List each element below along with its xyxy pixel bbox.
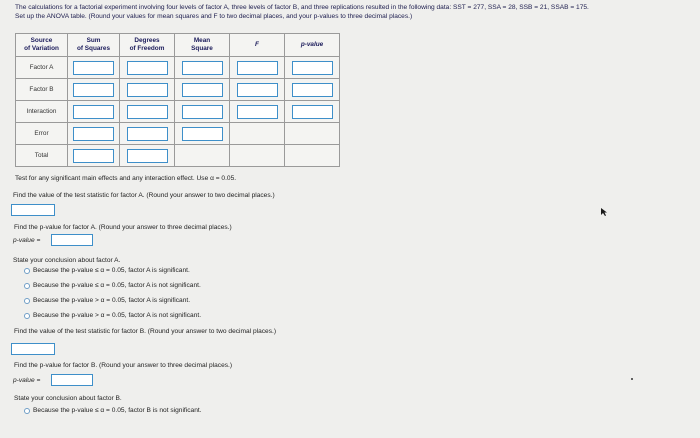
anova-table bbox=[15, 33, 340, 167]
table-row bbox=[16, 123, 340, 145]
row-label: Factor B bbox=[16, 79, 68, 101]
header-mean-square: Mean Square bbox=[175, 34, 230, 57]
factor-a-f-answer-input[interactable] bbox=[11, 204, 55, 216]
error-df-input[interactable] bbox=[127, 127, 168, 141]
factor-a-option-3-label[interactable]: Because the p-value > α = 0.05, factor A is significant. bbox=[33, 297, 191, 304]
table-row bbox=[16, 79, 340, 101]
factor-b-option-1-label[interactable]: Because the p-value ≤ α = 0.05, factor B is not significant. bbox=[33, 407, 202, 414]
factor-a-option-4-radio[interactable] bbox=[24, 313, 30, 319]
factor-a-p-answer-input[interactable] bbox=[51, 234, 93, 246]
factor-a-option-1-label[interactable]: Because the p-value ≤ α = 0.05, factor A is significant. bbox=[33, 267, 190, 274]
factor-a-p-prompt: Find the p-value for factor A. (Round your answer to three decimal places.) bbox=[14, 224, 232, 231]
error-ss-input[interactable] bbox=[73, 127, 114, 141]
factor-b-option-1-radio[interactable] bbox=[24, 408, 30, 414]
factor-b-f-input[interactable] bbox=[237, 83, 278, 97]
factor-b-p-label: p-value = bbox=[13, 377, 41, 384]
factor-a-conclusion-prompt: State your conclusion about factor A. bbox=[13, 257, 121, 264]
cursor-icon bbox=[600, 207, 608, 217]
instructions: Set up the ANOVA table. (Round your values for mean squares and F to two decimal places, and your p-values to three decimal places.) bbox=[15, 13, 413, 20]
table-row bbox=[16, 145, 340, 167]
header-degrees-freedom: Degrees of Freedom bbox=[120, 34, 175, 57]
factor-b-p-input[interactable] bbox=[292, 83, 333, 97]
header-sum-squares: Sum of Squares bbox=[68, 34, 120, 57]
interaction-ss-input[interactable] bbox=[73, 105, 114, 119]
factor-b-ss-input[interactable] bbox=[73, 83, 114, 97]
factor-a-option-4-label[interactable]: Because the p-value > α = 0.05, factor A is not significant. bbox=[33, 312, 202, 319]
factor-a-f-input[interactable] bbox=[237, 61, 278, 75]
dot-marker bbox=[631, 378, 633, 380]
total-df-input[interactable] bbox=[127, 149, 168, 163]
row-label: Error bbox=[16, 123, 68, 145]
factor-b-f-prompt: Find the value of the test statistic for factor B. (Round your answer to two decimal places.) bbox=[14, 328, 277, 335]
table-header-row bbox=[16, 34, 340, 57]
table-row bbox=[16, 101, 340, 123]
factor-a-f-prompt: Find the value of the test statistic for factor A. (Round your answer to two decimal places.) bbox=[13, 192, 275, 199]
factor-a-ss-input[interactable] bbox=[73, 61, 114, 75]
table-row bbox=[16, 57, 340, 79]
interaction-ms-input[interactable] bbox=[182, 105, 223, 119]
factor-b-df-input[interactable] bbox=[127, 83, 168, 97]
factor-a-ms-input[interactable] bbox=[182, 61, 223, 75]
header-p-value: p-value bbox=[285, 34, 340, 57]
factor-a-p-input[interactable] bbox=[292, 61, 333, 75]
factor-b-f-answer-input[interactable] bbox=[11, 343, 55, 355]
row-label: Total bbox=[16, 145, 68, 167]
factor-a-df-input[interactable] bbox=[127, 61, 168, 75]
factor-b-conclusion-prompt: State your conclusion about factor B. bbox=[14, 395, 122, 402]
total-ss-input[interactable] bbox=[73, 149, 114, 163]
factor-a-option-1-radio[interactable] bbox=[24, 268, 30, 274]
header-source: Source of Variation bbox=[16, 34, 68, 57]
row-label: Factor A bbox=[16, 57, 68, 79]
interaction-df-input[interactable] bbox=[127, 105, 168, 119]
header-f: F bbox=[230, 34, 285, 57]
row-label: Interaction bbox=[16, 101, 68, 123]
factor-b-p-answer-input[interactable] bbox=[51, 374, 93, 386]
factor-a-option-2-label[interactable]: Because the p-value ≤ α = 0.05, factor A is not significant. bbox=[33, 282, 201, 289]
problem-statement: The calculations for a factorial experiment involving four levels of factor A, three levels of factor B, and three replications resulted in the following data: SST = 277, SSA = 28, SSB = 21, SSAB = 175. bbox=[15, 4, 589, 11]
factor-b-p-prompt: Find the p-value for factor B. (Round your answer to three decimal places.) bbox=[14, 362, 233, 369]
error-ms-input[interactable] bbox=[182, 127, 223, 141]
factor-b-ms-input[interactable] bbox=[182, 83, 223, 97]
factor-a-p-label: p-value = bbox=[13, 237, 41, 244]
interaction-f-input[interactable] bbox=[237, 105, 278, 119]
factor-a-option-3-radio[interactable] bbox=[24, 298, 30, 304]
interaction-p-input[interactable] bbox=[292, 105, 333, 119]
test-intro: Test for any significant main effects and any interaction effect. Use α = 0.05. bbox=[15, 175, 237, 182]
factor-a-option-2-radio[interactable] bbox=[24, 283, 30, 289]
